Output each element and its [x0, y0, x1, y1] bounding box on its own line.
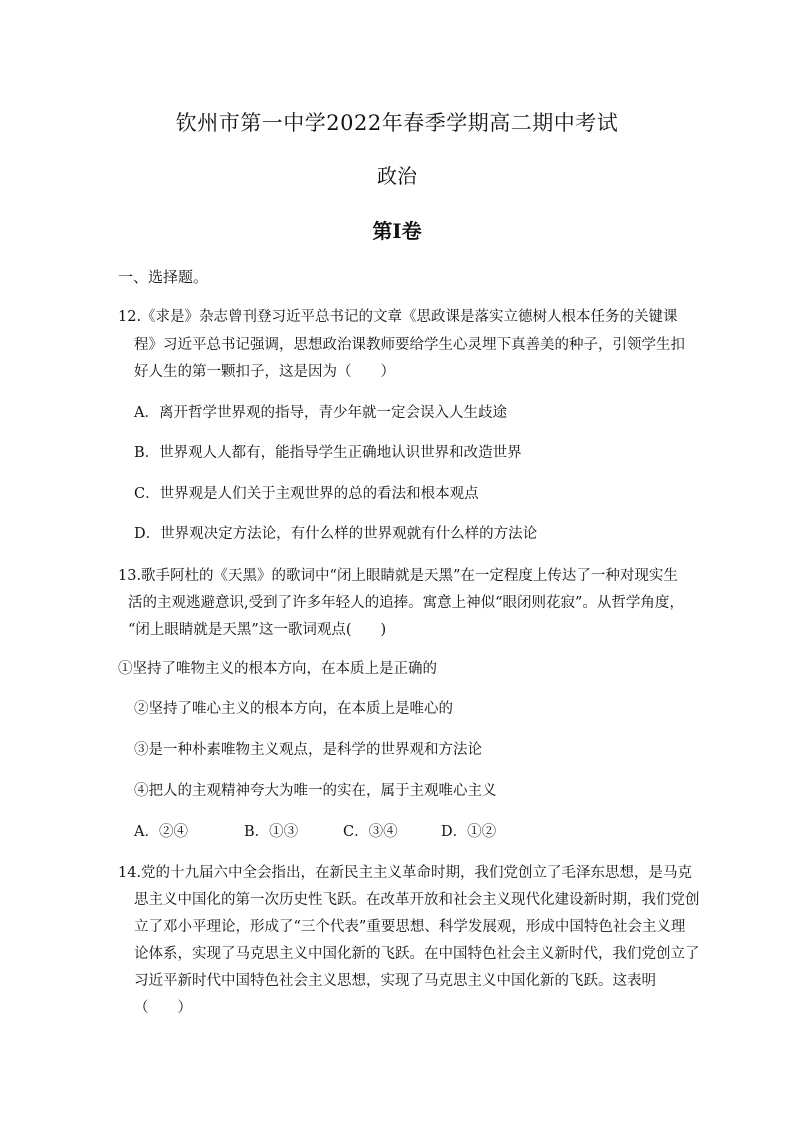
q12-option-d: D．世界观决定方法论，有什么样的世界观就有什么样的方法论 — [134, 526, 538, 542]
q12-line: 好人生的第一颗扣子，这是因为（ ） — [134, 364, 395, 380]
q13-statement-3: ③是一种朴素唯物主义观点，是科学的世界观和方法论 — [134, 742, 482, 758]
q14-line: 14.党的十九届六中全会指出，在新民主主义革命时期，我们党创立了毛泽东思想，是马克 — [118, 865, 693, 881]
volume-heading: 第Ⅰ卷 — [372, 219, 422, 243]
exam-title: 钦州市第一中学2022年春季学期高二期中考试 — [175, 111, 619, 135]
section-heading: 一、选择题。 — [118, 268, 209, 286]
q14-line: 习近平新时代中国特色社会主义思想，实现了马克思主义中国化新的飞跃。这表明 — [134, 973, 656, 989]
q13-option-b: B．①③ — [244, 824, 299, 840]
q13-line: “闭上眼睛就是天黑”这一歌词观点( ) — [128, 622, 387, 638]
q14-line: （ ） — [134, 1000, 192, 1016]
q13-statement-1: ①坚持了唯物主义的根本方向，在本质上是正确的 — [118, 661, 437, 677]
q13-option-d: D．①② — [441, 824, 497, 840]
q12-line: 12.《求是》杂志曾刊登习近平总书记的文章《思政课是落实立德树人根本任务的关键课 — [118, 309, 678, 325]
q13-line: 活的主观逃避意识,受到了许多年轻人的追捧。寓意上神似“眼闭则花寂”。从哲学角度， — [128, 595, 684, 611]
q14-line: 思主义中国化的第一次历史性飞跃。在改革开放和社会主义现代化建设新时期，我们党创 — [134, 892, 700, 908]
q12-option-a: A．离开哲学世界观的指导，青少年就一定会误入人生歧途 — [134, 405, 507, 421]
q12-line: 程》习近平总书记强调，思想政治课教师要给学生心灵埋下真善美的种子，引领学生扣 — [134, 337, 685, 353]
q12-option-c: C．世界观是人们关于主观世界的总的看法和根本观点 — [134, 486, 479, 502]
q13-statement-4: ④把人的主观精神夸大为唯一的实在，属于主观唯心主义 — [134, 783, 497, 799]
subject-heading: 政治 — [377, 164, 417, 188]
q14-line: 论体系，实现了马克思主义中国化新的飞跃。在中国特色社会主义新时代，我们党创立了 — [134, 946, 700, 962]
q13-option-c: C．③④ — [343, 824, 398, 840]
q13-option-a: A．②④ — [134, 824, 188, 840]
q13-statement-2: ②坚持了唯心主义的根本方向，在本质上是唯心的 — [134, 701, 453, 717]
q13-line: 13.歌手阿杜的《天黑》的歌词中“闭上眼睛就是天黑”在一定程度上传达了一种对现实生 — [118, 568, 678, 584]
q12-option-b: B．世界观人人都有，能指导学生正确地认识世界和改造世界 — [134, 445, 522, 461]
q14-line: 立了邓小平理论，形成了“三个代表”重要思想、科学发展观，形成中国特色社会主义理 — [134, 919, 686, 935]
